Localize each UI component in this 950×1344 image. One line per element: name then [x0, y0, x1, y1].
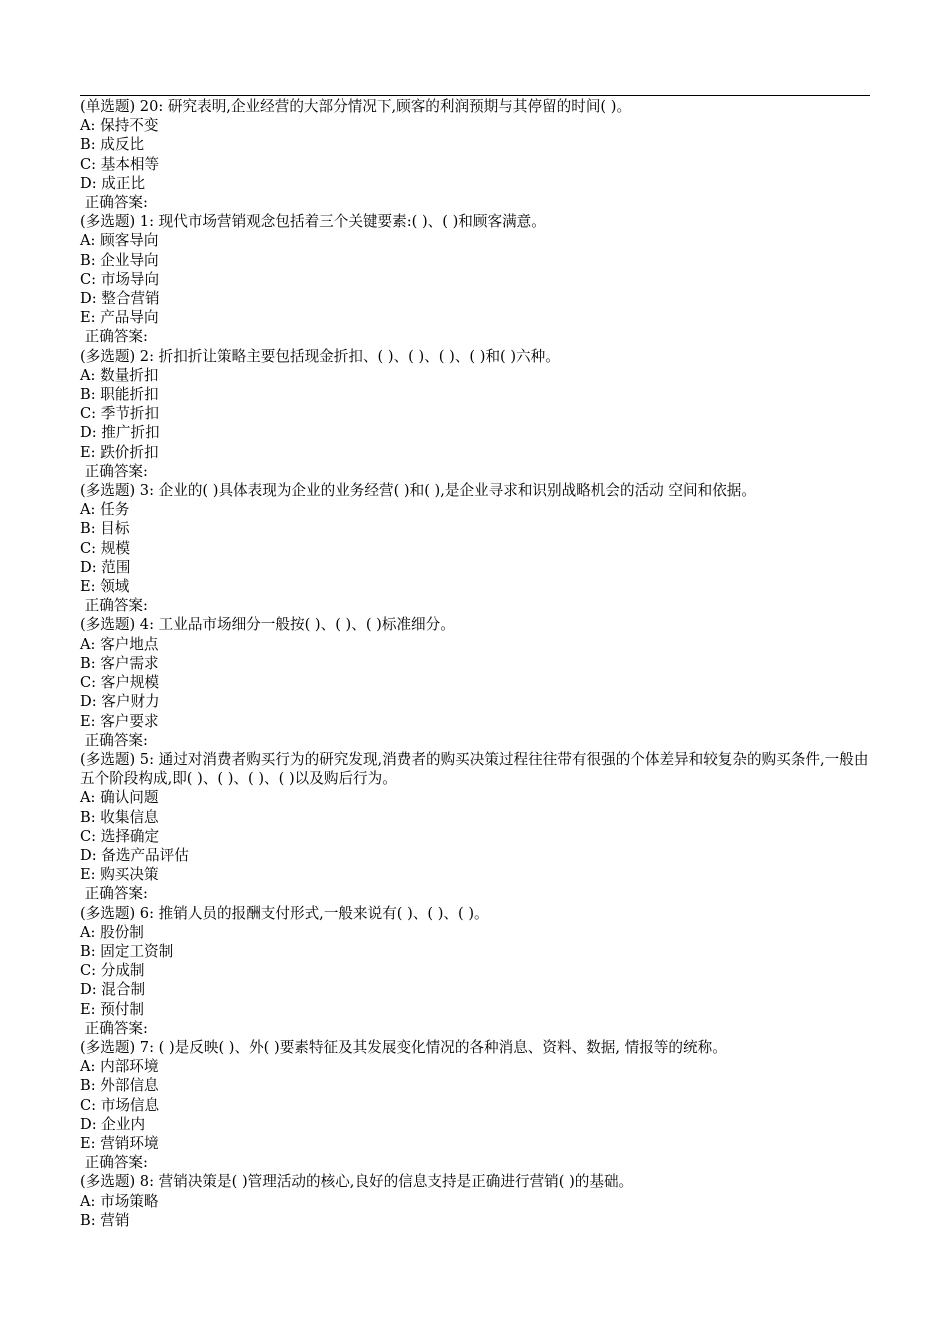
correct-answer-label: 正确答案: — [80, 1019, 148, 1037]
answer-option: B: 企业导向 — [80, 251, 159, 269]
answer-option: C: 客户规模 — [80, 674, 160, 692]
answer-option: B: 固定工资制 — [80, 942, 174, 960]
answer-option: C: 季节折扣 — [80, 405, 160, 423]
answer-option: C: 选择确定 — [80, 827, 160, 845]
answer-option: C: 基本相等 — [80, 155, 160, 173]
answer-option: D: 企业内 — [80, 1115, 146, 1133]
answer-option: E: 营销环境 — [80, 1134, 159, 1152]
answer-option: B: 职能折扣 — [80, 386, 159, 404]
answer-option: D: 客户财力 — [80, 693, 160, 711]
answer-option: B: 营销 — [80, 1211, 130, 1229]
correct-answer-label: 正确答案: — [80, 194, 148, 212]
correct-answer-label: 正确答案: — [80, 731, 148, 749]
answer-option: A: 数量折扣 — [80, 366, 159, 384]
question-stem: (多选题) 3: 企业的( )具体表现为企业的业务经营( )和( ),是企业寻求和识别战略机会的活动 空间和依据。 — [80, 482, 756, 500]
question-block — [80, 1172, 870, 1230]
answer-option: D: 成正比 — [80, 174, 146, 192]
answer-option: D: 混合制 — [80, 981, 146, 999]
answer-option: C: 市场导向 — [80, 270, 160, 288]
answer-option: D: 备选产品评估 — [80, 846, 189, 864]
answer-option: B: 成反比 — [80, 136, 145, 154]
answer-option: A: 顾客导向 — [80, 232, 159, 250]
question-block — [80, 97, 870, 212]
question-block — [80, 904, 870, 1038]
answer-option: D: 整合营销 — [80, 290, 160, 308]
answer-option: C: 规模 — [80, 539, 130, 557]
answer-option: E: 预付制 — [80, 1000, 144, 1018]
answer-option: B: 收集信息 — [80, 808, 159, 826]
question-stem: (多选题) 7: ( )是反映( )、外( )要素特征及其发展变化情况的各种消息、资料、数据, 情报等的统称。 — [80, 1038, 727, 1056]
question-block — [80, 212, 870, 346]
correct-answer-label: 正确答案: — [80, 885, 148, 903]
answer-option: E: 跌价折扣 — [80, 443, 159, 461]
document-page — [80, 95, 870, 1230]
correct-answer-label: 正确答案: — [80, 462, 148, 480]
question-list — [80, 97, 870, 1230]
answer-option: C: 市场信息 — [80, 1096, 160, 1114]
answer-option: A: 市场策略 — [80, 1192, 159, 1210]
answer-option: A: 客户地点 — [80, 635, 159, 653]
answer-option: B: 外部信息 — [80, 1077, 159, 1095]
answer-option: B: 目标 — [80, 520, 130, 538]
question-stem: (多选题) 6: 推销人员的报酬支付形式,一般来说有( )、( )、( )。 — [80, 904, 489, 922]
answer-option: A: 保持不变 — [80, 117, 159, 135]
answer-option: A: 内部环境 — [80, 1058, 159, 1076]
answer-option: B: 客户需求 — [80, 654, 159, 672]
question-stem: (单选题) 20: 研究表明,企业经营的大部分情况下,顾客的利润预期与其停留的时间( )。 — [80, 98, 632, 115]
answer-option: E: 客户要求 — [80, 712, 159, 730]
question-stem: (多选题) 8: 营销决策是( )管理活动的核心,良好的信息支持是正确进行营销( )的基础。 — [80, 1173, 634, 1191]
correct-answer-label: 正确答案: — [80, 328, 148, 346]
answer-option: A: 确认问题 — [80, 789, 159, 807]
question-stem: (多选题) 5: 通过对消费者购买行为的研究发现,消费者的购买决策过程往往带有很强的个体差异和较复杂的购买条件,一般由五个阶段构成,即( )、( )、( )、( )以及购后行为。 — [80, 750, 869, 788]
answer-option: E: 购买决策 — [80, 866, 159, 884]
answer-option: D: 推广折扣 — [80, 424, 160, 442]
answer-option: A: 股份制 — [80, 923, 144, 941]
question-block — [80, 1038, 870, 1172]
question-block — [80, 481, 870, 615]
answer-option: E: 产品导向 — [80, 309, 159, 327]
correct-answer-label: 正确答案: — [80, 597, 148, 615]
question-block — [80, 347, 870, 481]
answer-option: D: 范围 — [80, 558, 131, 576]
correct-answer-label: 正确答案: — [80, 1154, 148, 1172]
question-stem: (多选题) 2: 折扣折让策略主要包括现金折扣、( )、( )、( )、( )和( )六种。 — [80, 347, 560, 365]
question-block — [80, 750, 870, 904]
question-block — [80, 615, 870, 749]
answer-option: C: 分成制 — [80, 962, 145, 980]
question-stem: (多选题) 4: 工业品市场细分一般按( )、( )、( )标准细分。 — [80, 616, 455, 634]
question-stem: (多选题) 1: 现代市场营销观念包括着三个关键要素:( )、( )和顾客满意。 — [80, 213, 546, 231]
answer-option: E: 领域 — [80, 578, 130, 596]
answer-option: A: 任务 — [80, 501, 130, 519]
